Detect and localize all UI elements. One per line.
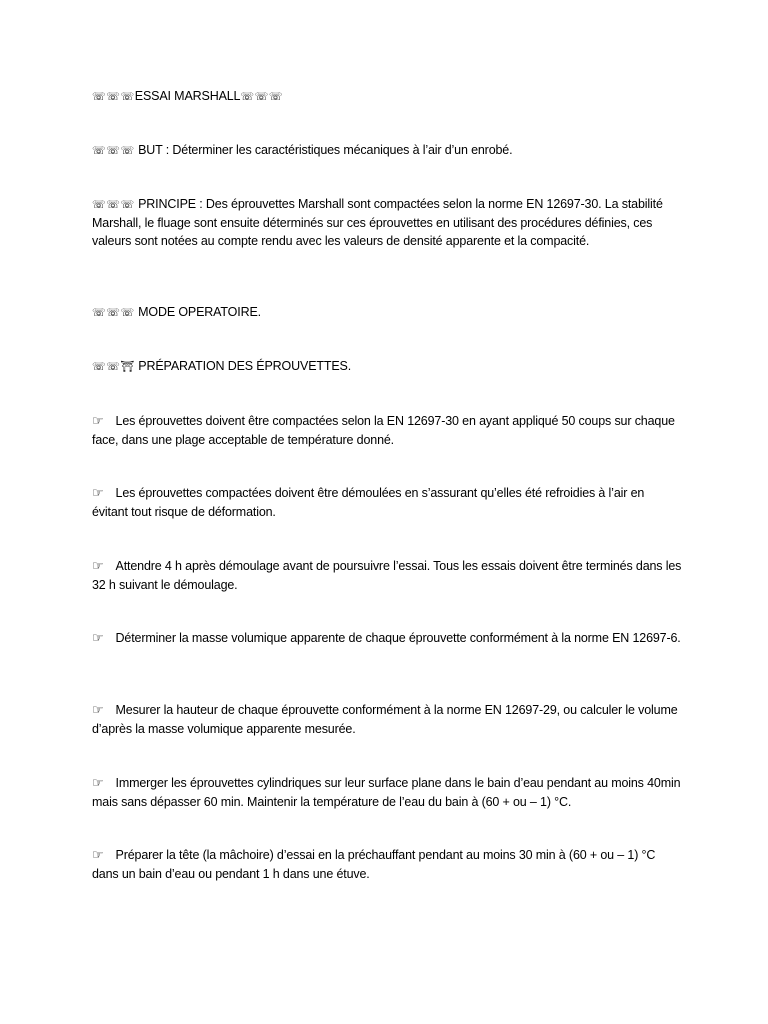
pointing-hand-icon: ☞ (92, 848, 104, 863)
bullet-item (92, 774, 682, 811)
section-mode-operatoire (92, 303, 682, 322)
pointing-hand-icon: ☞ (92, 703, 104, 718)
section-text: MODE OPERATOIRE. (134, 305, 261, 319)
bullet-text: Mesurer la hauteur de chaque éprouvette conformément à la norme EN 12697-29, ou calculer le volume d’après la masse volumique apparente mesurée. (92, 703, 678, 736)
phone-shrine-symbols-icon: ☏☏⛩ (92, 360, 135, 373)
bullet-item (92, 629, 682, 648)
bullet-text: Les éprouvettes doivent être compactées selon la EN 12697-30 en ayant appliqué 50 coups sur chaque face, dans une plage acceptable de température donné. (92, 414, 675, 447)
phone-symbols-icon: ☏☏☏ (240, 90, 284, 103)
pointing-hand-icon: ☞ (92, 631, 104, 646)
pointing-hand-icon: ☞ (92, 414, 104, 429)
section-principe (92, 195, 682, 250)
bullet-text: Préparer la tête (la mâchoire) d’essai en la préchauffant pendant au moins 30 min à (60 + ou – 1) °C dans un bain d’eau ou pendant 1 h dans une étuve. (92, 848, 656, 881)
title-text: ESSAI MARSHALL (134, 89, 241, 103)
bullet-text: Les éprouvettes compactées doivent être démoulées en s’assurant qu’elles été refroidies à l’air en évitant tout risque de déformation. (92, 486, 645, 519)
phone-symbols-icon: ☏☏☏ (92, 198, 135, 211)
bullet-item (92, 412, 682, 449)
phone-symbols-icon: ☏☏☏ (92, 90, 135, 103)
section-but (92, 141, 682, 160)
bullet-text: Immerger les éprouvettes cylindriques sur leur surface plane dans le bain d’eau pendant au moins 40min mais sans dépasser 60 min. Maintenir la température de l’eau du bain à (60 + ou – 1) °C. (92, 776, 681, 809)
pointing-hand-icon: ☞ (92, 559, 104, 574)
section-text: PRINCIPE : Des éprouvettes Marshall sont compactées selon la norme EN 12697-30. La stabilité Marshall, le fluage sont ensuite déterminés sur ces éprouvettes en utilisant des procédures définies, ces valeurs sont notées au compte rendu avec les valeurs de densité apparente et la compacité. (92, 197, 663, 248)
bullet-text: Déterminer la masse volumique apparente de chaque éprouvette conformément à la norme EN 12697-6. (115, 631, 681, 645)
bullet-item (92, 484, 682, 521)
pointing-hand-icon: ☞ (92, 486, 104, 501)
phone-symbols-icon: ☏☏☏ (92, 306, 135, 319)
section-text: BUT : Déterminer les caractéristiques mécaniques à l’air d’un enrobé. (134, 143, 513, 157)
phone-symbols-icon: ☏☏☏ (92, 144, 135, 157)
bullet-item (92, 557, 682, 594)
bullet-item (92, 846, 682, 883)
bullet-item (92, 701, 682, 738)
section-preparation (92, 357, 682, 376)
section-text: PRÉPARATION DES ÉPROUVETTES. (134, 359, 352, 373)
pointing-hand-icon: ☞ (92, 776, 104, 791)
bullet-text: Attendre 4 h après démoulage avant de poursuivre l’essai. Tous les essais doivent être terminés dans les 32 h suivant le démoulage. (92, 559, 682, 592)
document-title (92, 87, 682, 106)
